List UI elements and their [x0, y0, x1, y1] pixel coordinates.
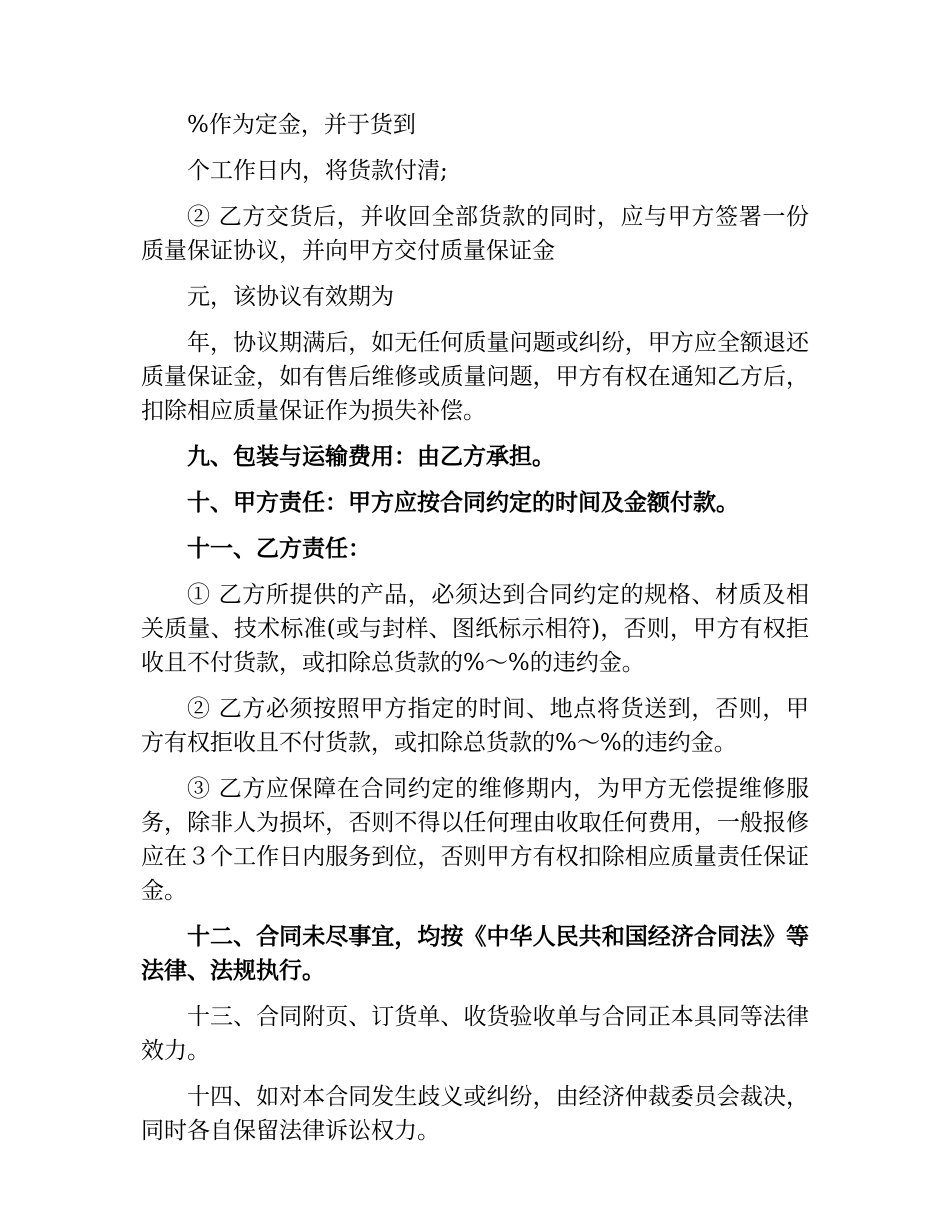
- clause-nine-heading: 九、包装与运输费用：由乙方承担。: [187, 444, 555, 470]
- clause-ten-heading: 十、甲方责任：甲方应按合同约定的时间及金额付款。: [187, 490, 739, 516]
- clause-eleven-item-2: ② 乙方必须按照甲方指定的时间、地点将货送到，否则，甲方有权拒收且不付货款，或扣除总货款的%～%的违约金。: [141, 696, 809, 756]
- paragraph-deposit-refund: 年，协议期满后，如无任何质量问题或纠纷，甲方应全额退还质量保证金，如有售后维修或质量问题，甲方有权在通知乙方后，扣除相应质量保证作为损失补偿。: [141, 330, 809, 424]
- clause-thirteen: 十三、合同附页、订货单、收货验收单与合同正本具同等法律效力。: [141, 1004, 809, 1064]
- document-body: [141, 108, 809, 1160]
- clause-fourteen: 十四、如对本合同发生歧义或纠纷，由经济仲裁委员会裁决，同时各自保留法律诉讼权力。: [141, 1084, 809, 1144]
- clause-eleven-item-1: ① 乙方所提供的产品，必须达到合同约定的规格、材质及相关质量、技术标准(或与封样、图纸标示相符)，否则，甲方有权拒收且不付货款，或扣除总货款的%～%的违约金。: [141, 582, 809, 676]
- clause-twelve-heading: 十二、合同未尽事宜，均按《中华人民共和国经济合同法》等法律、法规执行。: [141, 924, 809, 984]
- paragraph-deposit-terms: %作为定金，并于货到: [187, 112, 416, 138]
- clause-eleven-item-3: ③ 乙方应保障在合同约定的维修期内，为甲方无偿提维修服务，除非人为损坏，否则不得以任何理由收取任何费用，一般报修应在３个工作日内服务到位，否则甲方有权扣除相应质量责任保证金。: [141, 776, 809, 904]
- paragraph-agreement-validity: 元，该协议有效期为: [187, 284, 394, 310]
- clause-eleven-heading: 十一、乙方责任：: [187, 536, 371, 562]
- paragraph-quality-agreement: ② 乙方交货后，并收回全部货款的同时，应与甲方签署一份质量保证协议，并向甲方交付质量保证金: [141, 204, 809, 264]
- paragraph-payment-deadline: 个工作日内，将货款付清;: [187, 158, 448, 184]
